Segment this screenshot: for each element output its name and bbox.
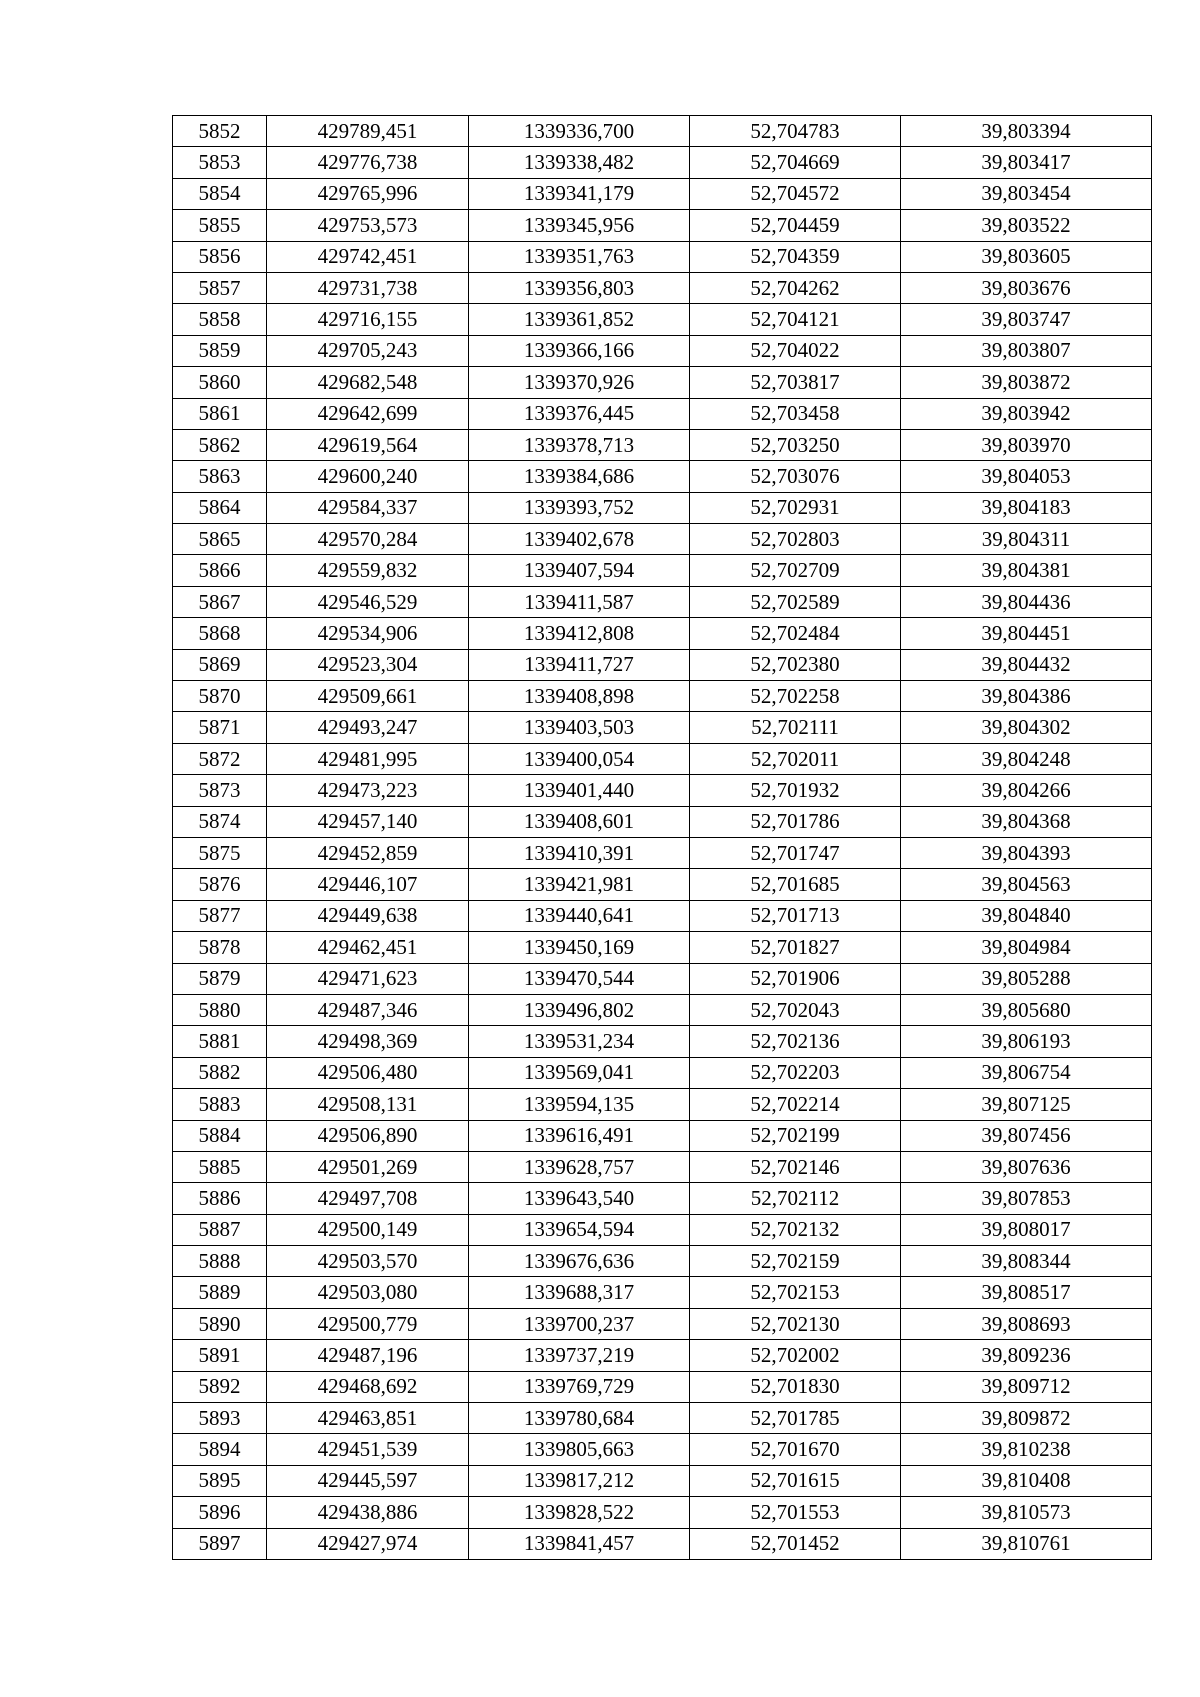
longitude-cell: 39,806193 [901,1026,1152,1057]
latitude-cell: 52,704459 [690,210,901,241]
x-coordinate-cell: 429503,570 [267,1246,469,1277]
y-coordinate-cell: 1339643,540 [469,1183,690,1214]
x-coordinate-cell: 429446,107 [267,869,469,900]
x-coordinate-cell: 429619,564 [267,429,469,460]
point-number-cell: 5897 [173,1528,267,1559]
point-number-cell: 5856 [173,241,267,272]
point-number-cell: 5879 [173,963,267,994]
y-coordinate-cell: 1339401,440 [469,775,690,806]
table-row [173,367,1152,398]
y-coordinate-cell: 1339616,491 [469,1120,690,1151]
y-coordinate-cell: 1339345,956 [469,210,690,241]
point-number-cell: 5894 [173,1434,267,1465]
point-number-cell: 5866 [173,555,267,586]
y-coordinate-cell: 1339361,852 [469,304,690,335]
latitude-cell: 52,702214 [690,1089,901,1120]
point-number-cell: 5883 [173,1089,267,1120]
longitude-cell: 39,804563 [901,869,1152,900]
longitude-cell: 39,807853 [901,1183,1152,1214]
point-number-cell: 5888 [173,1246,267,1277]
table-row [173,272,1152,303]
point-number-cell: 5892 [173,1371,267,1402]
y-coordinate-cell: 1339393,752 [469,492,690,523]
table-row [173,492,1152,523]
y-coordinate-cell: 1339411,727 [469,649,690,680]
y-coordinate-cell: 1339737,219 [469,1340,690,1371]
longitude-cell: 39,803942 [901,398,1152,429]
table-row [173,994,1152,1025]
table-row [173,1277,1152,1308]
x-coordinate-cell: 429445,597 [267,1465,469,1496]
point-number-cell: 5854 [173,178,267,209]
point-number-cell: 5878 [173,932,267,963]
table-row [173,900,1152,931]
latitude-cell: 52,704121 [690,304,901,335]
point-number-cell: 5865 [173,524,267,555]
longitude-cell: 39,804432 [901,649,1152,680]
table-row [173,806,1152,837]
latitude-cell: 52,702111 [690,712,901,743]
longitude-cell: 39,804840 [901,900,1152,931]
x-coordinate-cell: 429731,738 [267,272,469,303]
x-coordinate-cell: 429789,451 [267,116,469,147]
x-coordinate-cell: 429500,779 [267,1308,469,1339]
point-number-cell: 5862 [173,429,267,460]
latitude-cell: 52,704359 [690,241,901,272]
point-number-cell: 5855 [173,210,267,241]
x-coordinate-cell: 429438,886 [267,1497,469,1528]
latitude-cell: 52,702153 [690,1277,901,1308]
point-number-cell: 5873 [173,775,267,806]
table-row [173,555,1152,586]
latitude-cell: 52,704783 [690,116,901,147]
latitude-cell: 52,702803 [690,524,901,555]
table-row [173,743,1152,774]
x-coordinate-cell: 429457,140 [267,806,469,837]
table-row [173,1057,1152,1088]
point-number-cell: 5867 [173,586,267,617]
point-number-cell: 5857 [173,272,267,303]
x-coordinate-cell: 429642,699 [267,398,469,429]
point-number-cell: 5863 [173,461,267,492]
latitude-cell: 52,702011 [690,743,901,774]
point-number-cell: 5852 [173,116,267,147]
x-coordinate-cell: 429506,480 [267,1057,469,1088]
table-row [173,1528,1152,1559]
latitude-cell: 52,701830 [690,1371,901,1402]
x-coordinate-cell: 429508,131 [267,1089,469,1120]
longitude-cell: 39,808517 [901,1277,1152,1308]
longitude-cell: 39,807636 [901,1151,1152,1182]
y-coordinate-cell: 1339688,317 [469,1277,690,1308]
x-coordinate-cell: 429600,240 [267,461,469,492]
latitude-cell: 52,702112 [690,1183,901,1214]
longitude-cell: 39,803676 [901,272,1152,303]
y-coordinate-cell: 1339817,212 [469,1465,690,1496]
x-coordinate-cell: 429523,304 [267,649,469,680]
longitude-cell: 39,804311 [901,524,1152,555]
latitude-cell: 52,704572 [690,178,901,209]
point-number-cell: 5853 [173,147,267,178]
y-coordinate-cell: 1339440,641 [469,900,690,931]
y-coordinate-cell: 1339411,587 [469,586,690,617]
x-coordinate-cell: 429449,638 [267,900,469,931]
latitude-cell: 52,701906 [690,963,901,994]
latitude-cell: 52,702159 [690,1246,901,1277]
x-coordinate-cell: 429463,851 [267,1403,469,1434]
table-row [173,429,1152,460]
point-number-cell: 5895 [173,1465,267,1496]
longitude-cell: 39,804984 [901,932,1152,963]
y-coordinate-cell: 1339769,729 [469,1371,690,1402]
y-coordinate-cell: 1339412,808 [469,618,690,649]
y-coordinate-cell: 1339628,757 [469,1151,690,1182]
y-coordinate-cell: 1339351,763 [469,241,690,272]
latitude-cell: 52,701827 [690,932,901,963]
longitude-cell: 39,803454 [901,178,1152,209]
point-number-cell: 5868 [173,618,267,649]
table-row [173,1151,1152,1182]
longitude-cell: 39,803605 [901,241,1152,272]
latitude-cell: 52,702258 [690,681,901,712]
table-row [173,178,1152,209]
table-row [173,524,1152,555]
table-row [173,461,1152,492]
point-number-cell: 5861 [173,398,267,429]
table-row [173,618,1152,649]
point-number-cell: 5871 [173,712,267,743]
latitude-cell: 52,703076 [690,461,901,492]
latitude-cell: 52,702043 [690,994,901,1025]
point-number-cell: 5881 [173,1026,267,1057]
y-coordinate-cell: 1339376,445 [469,398,690,429]
table-row [173,1465,1152,1496]
table-row [173,1340,1152,1371]
point-number-cell: 5860 [173,367,267,398]
point-number-cell: 5872 [173,743,267,774]
latitude-cell: 52,701553 [690,1497,901,1528]
longitude-cell: 39,810761 [901,1528,1152,1559]
latitude-cell: 52,704262 [690,272,901,303]
point-number-cell: 5891 [173,1340,267,1371]
x-coordinate-cell: 429742,451 [267,241,469,272]
x-coordinate-cell: 429506,890 [267,1120,469,1151]
point-number-cell: 5858 [173,304,267,335]
y-coordinate-cell: 1339569,041 [469,1057,690,1088]
x-coordinate-cell: 429705,243 [267,335,469,366]
point-number-cell: 5893 [173,1403,267,1434]
x-coordinate-cell: 429534,906 [267,618,469,649]
latitude-cell: 52,701452 [690,1528,901,1559]
longitude-cell: 39,806754 [901,1057,1152,1088]
x-coordinate-cell: 429498,369 [267,1026,469,1057]
table-row [173,116,1152,147]
latitude-cell: 52,702380 [690,649,901,680]
y-coordinate-cell: 1339403,503 [469,712,690,743]
x-coordinate-cell: 429584,337 [267,492,469,523]
x-coordinate-cell: 429462,451 [267,932,469,963]
point-number-cell: 5870 [173,681,267,712]
table-row [173,1434,1152,1465]
longitude-cell: 39,804393 [901,837,1152,868]
latitude-cell: 52,702199 [690,1120,901,1151]
table-row [173,1371,1152,1402]
longitude-cell: 39,809872 [901,1403,1152,1434]
longitude-cell: 39,803747 [901,304,1152,335]
y-coordinate-cell: 1339402,678 [469,524,690,555]
x-coordinate-cell: 429493,247 [267,712,469,743]
longitude-cell: 39,808693 [901,1308,1152,1339]
latitude-cell: 52,702589 [690,586,901,617]
y-coordinate-cell: 1339594,135 [469,1089,690,1120]
coordinates-table-body [173,116,1152,1560]
table-row [173,1089,1152,1120]
longitude-cell: 39,804368 [901,806,1152,837]
latitude-cell: 52,702931 [690,492,901,523]
table-row [173,147,1152,178]
x-coordinate-cell: 429497,708 [267,1183,469,1214]
y-coordinate-cell: 1339366,166 [469,335,690,366]
longitude-cell: 39,810573 [901,1497,1152,1528]
x-coordinate-cell: 429501,269 [267,1151,469,1182]
longitude-cell: 39,804436 [901,586,1152,617]
longitude-cell: 39,804183 [901,492,1152,523]
table-row [173,963,1152,994]
y-coordinate-cell: 1339531,234 [469,1026,690,1057]
point-number-cell: 5876 [173,869,267,900]
y-coordinate-cell: 1339384,686 [469,461,690,492]
latitude-cell: 52,702484 [690,618,901,649]
latitude-cell: 52,704022 [690,335,901,366]
longitude-cell: 39,803522 [901,210,1152,241]
table-row [173,586,1152,617]
latitude-cell: 52,702136 [690,1026,901,1057]
latitude-cell: 52,702203 [690,1057,901,1088]
longitude-cell: 39,803807 [901,335,1152,366]
x-coordinate-cell: 429473,223 [267,775,469,806]
longitude-cell: 39,810238 [901,1434,1152,1465]
table-row [173,335,1152,366]
x-coordinate-cell: 429503,080 [267,1277,469,1308]
table-row [173,1246,1152,1277]
point-number-cell: 5859 [173,335,267,366]
longitude-cell: 39,805288 [901,963,1152,994]
y-coordinate-cell: 1339410,391 [469,837,690,868]
y-coordinate-cell: 1339841,457 [469,1528,690,1559]
x-coordinate-cell: 429682,548 [267,367,469,398]
y-coordinate-cell: 1339828,522 [469,1497,690,1528]
y-coordinate-cell: 1339780,684 [469,1403,690,1434]
y-coordinate-cell: 1339341,179 [469,178,690,209]
x-coordinate-cell: 429753,573 [267,210,469,241]
x-coordinate-cell: 429481,995 [267,743,469,774]
longitude-cell: 39,804266 [901,775,1152,806]
latitude-cell: 52,702130 [690,1308,901,1339]
longitude-cell: 39,804386 [901,681,1152,712]
y-coordinate-cell: 1339407,594 [469,555,690,586]
y-coordinate-cell: 1339450,169 [469,932,690,963]
latitude-cell: 52,701670 [690,1434,901,1465]
longitude-cell: 39,807456 [901,1120,1152,1151]
latitude-cell: 52,703817 [690,367,901,398]
latitude-cell: 52,704669 [690,147,901,178]
latitude-cell: 52,702002 [690,1340,901,1371]
longitude-cell: 39,803872 [901,367,1152,398]
longitude-cell: 39,805680 [901,994,1152,1025]
x-coordinate-cell: 429776,738 [267,147,469,178]
longitude-cell: 39,803970 [901,429,1152,460]
table-row [173,1497,1152,1528]
y-coordinate-cell: 1339700,237 [469,1308,690,1339]
point-number-cell: 5877 [173,900,267,931]
table-row [173,241,1152,272]
table-row [173,1120,1152,1151]
latitude-cell: 52,703250 [690,429,901,460]
x-coordinate-cell: 429570,284 [267,524,469,555]
latitude-cell: 52,701615 [690,1465,901,1496]
point-number-cell: 5886 [173,1183,267,1214]
x-coordinate-cell: 429559,832 [267,555,469,586]
x-coordinate-cell: 429468,692 [267,1371,469,1402]
point-number-cell: 5896 [173,1497,267,1528]
point-number-cell: 5882 [173,1057,267,1088]
longitude-cell: 39,803394 [901,116,1152,147]
latitude-cell: 52,701747 [690,837,901,868]
x-coordinate-cell: 429427,974 [267,1528,469,1559]
x-coordinate-cell: 429471,623 [267,963,469,994]
point-number-cell: 5875 [173,837,267,868]
table-row [173,210,1152,241]
y-coordinate-cell: 1339370,926 [469,367,690,398]
x-coordinate-cell: 429487,346 [267,994,469,1025]
point-number-cell: 5864 [173,492,267,523]
x-coordinate-cell: 429500,149 [267,1214,469,1245]
longitude-cell: 39,804053 [901,461,1152,492]
y-coordinate-cell: 1339378,713 [469,429,690,460]
latitude-cell: 52,702146 [690,1151,901,1182]
latitude-cell: 52,701786 [690,806,901,837]
table-row [173,681,1152,712]
point-number-cell: 5889 [173,1277,267,1308]
latitude-cell: 52,702132 [690,1214,901,1245]
longitude-cell: 39,803417 [901,147,1152,178]
y-coordinate-cell: 1339336,700 [469,116,690,147]
latitude-cell: 52,701713 [690,900,901,931]
table-row [173,869,1152,900]
table-row [173,1183,1152,1214]
table-row [173,649,1152,680]
x-coordinate-cell: 429765,996 [267,178,469,209]
table-row [173,1403,1152,1434]
y-coordinate-cell: 1339408,898 [469,681,690,712]
table-row [173,712,1152,743]
longitude-cell: 39,804248 [901,743,1152,774]
latitude-cell: 52,701785 [690,1403,901,1434]
longitude-cell: 39,810408 [901,1465,1152,1496]
point-number-cell: 5880 [173,994,267,1025]
coordinates-table [172,115,1152,1560]
table-row [173,398,1152,429]
point-number-cell: 5887 [173,1214,267,1245]
latitude-cell: 52,702709 [690,555,901,586]
y-coordinate-cell: 1339805,663 [469,1434,690,1465]
x-coordinate-cell: 429487,196 [267,1340,469,1371]
point-number-cell: 5890 [173,1308,267,1339]
y-coordinate-cell: 1339654,594 [469,1214,690,1245]
y-coordinate-cell: 1339408,601 [469,806,690,837]
x-coordinate-cell: 429452,859 [267,837,469,868]
x-coordinate-cell: 429451,539 [267,1434,469,1465]
point-number-cell: 5885 [173,1151,267,1182]
y-coordinate-cell: 1339338,482 [469,147,690,178]
point-number-cell: 5884 [173,1120,267,1151]
x-coordinate-cell: 429716,155 [267,304,469,335]
table-row [173,304,1152,335]
table-row [173,775,1152,806]
point-number-cell: 5869 [173,649,267,680]
table-row [173,932,1152,963]
longitude-cell: 39,804381 [901,555,1152,586]
y-coordinate-cell: 1339421,981 [469,869,690,900]
point-number-cell: 5874 [173,806,267,837]
table-row [173,1214,1152,1245]
longitude-cell: 39,808017 [901,1214,1152,1245]
x-coordinate-cell: 429509,661 [267,681,469,712]
y-coordinate-cell: 1339470,544 [469,963,690,994]
longitude-cell: 39,804451 [901,618,1152,649]
longitude-cell: 39,807125 [901,1089,1152,1120]
y-coordinate-cell: 1339400,054 [469,743,690,774]
table-row [173,837,1152,868]
table-row [173,1026,1152,1057]
x-coordinate-cell: 429546,529 [267,586,469,617]
latitude-cell: 52,701685 [690,869,901,900]
latitude-cell: 52,703458 [690,398,901,429]
y-coordinate-cell: 1339356,803 [469,272,690,303]
longitude-cell: 39,804302 [901,712,1152,743]
longitude-cell: 39,809712 [901,1371,1152,1402]
longitude-cell: 39,809236 [901,1340,1152,1371]
y-coordinate-cell: 1339676,636 [469,1246,690,1277]
latitude-cell: 52,701932 [690,775,901,806]
y-coordinate-cell: 1339496,802 [469,994,690,1025]
longitude-cell: 39,808344 [901,1246,1152,1277]
table-row [173,1308,1152,1339]
